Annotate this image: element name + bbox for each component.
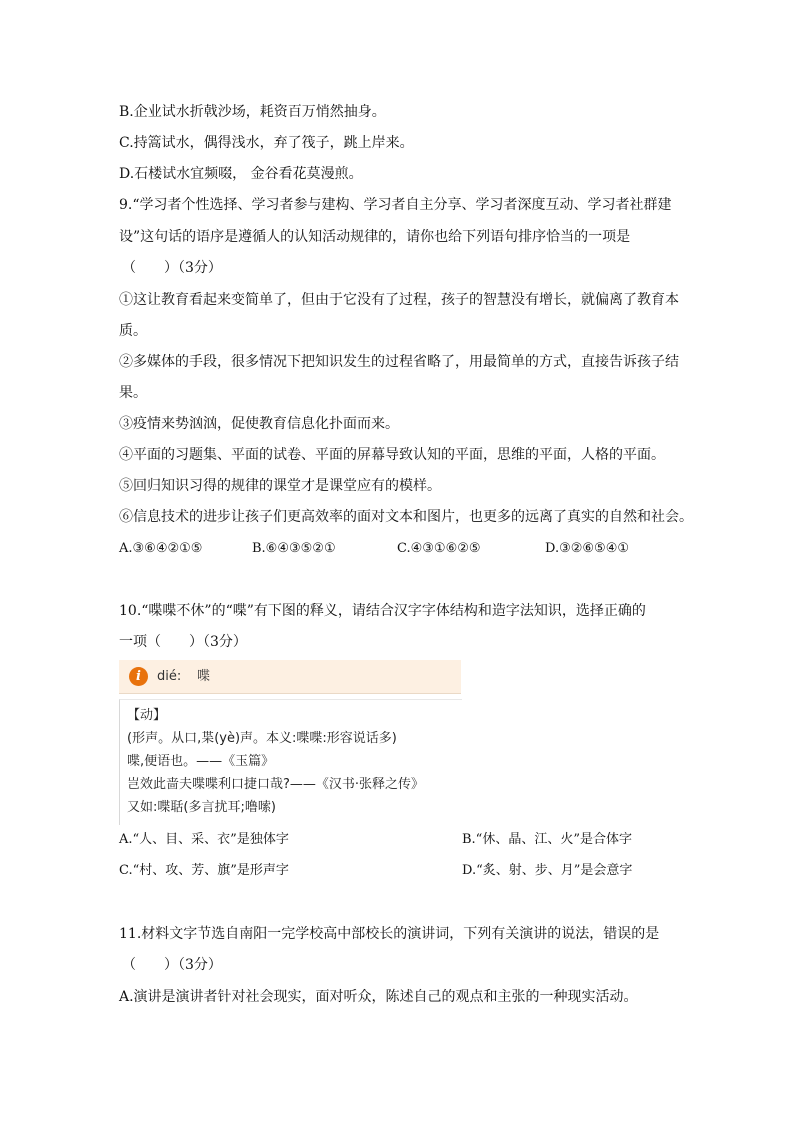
q10-stem-line2: 一项（ ）（3分） bbox=[119, 634, 247, 650]
q8-option-d: D.石楼试水宜频啜， 金谷看花莫漫煎。 bbox=[119, 166, 363, 182]
q10-option-a: A.“人、目、采、衣”是独体字 bbox=[119, 832, 289, 847]
q11-stem-line1: 11.材料文字节选自南阳一完学校高中部校长的演讲词，下列有关演讲的说法，错误的是 bbox=[119, 926, 660, 942]
dictionary-header bbox=[119, 660, 461, 694]
dictionary-line: 喋,便语也。——《玉篇》 bbox=[127, 754, 275, 769]
q9-option-b: B.⑥④③⑤②① bbox=[252, 541, 336, 556]
q9-sentence-6: ⑥信息技术的进步让孩子们更高效率的面对文本和图片，也更多的远离了真实的自然和社会。 bbox=[119, 509, 693, 525]
q9-stem-line1: 9.“学习者个性选择、学习者参与建构、学习者自主分享、学习者深度互动、学习者社群建 bbox=[119, 197, 672, 213]
q9-stem-line3: （ ）（3分） bbox=[122, 260, 222, 276]
q9-sentence-1-line1: ①这让教育看起来变简单了，但由于它没有了过程，孩子的智慧没有增长，就偏离了教育本 bbox=[119, 292, 679, 308]
q11-option-a: A.演讲是演讲者针对社会现实，面对听众，陈述自己的观点和主张的一种现实活动。 bbox=[119, 989, 638, 1005]
q10-stem-line1: 10.“喋喋不休”的“喋”有下图的释义，请结合汉字字体结构和造字法知识，选择正确的 bbox=[119, 603, 646, 619]
dictionary-line: 又如:喋聒(多言扰耳;噜嗦) bbox=[127, 800, 276, 815]
q10-option-d: D.“炙、射、步、月”是会意字 bbox=[462, 863, 633, 878]
q8-option-c: C.持篙试水，偶得浅水，弃了筏子，跳上岸来。 bbox=[119, 135, 414, 151]
q9-sentence-3: ③疫情来势汹汹，促使教育信息化扑面而来。 bbox=[119, 416, 399, 432]
q10-option-b: B.“休、晶、江、火”是合体字 bbox=[462, 832, 632, 847]
q8-option-b: B.企业试水折戟沙场，耗资百万悄然抽身。 bbox=[119, 104, 386, 120]
dictionary-character: 喋 bbox=[197, 669, 211, 684]
dictionary-pinyin: dié: bbox=[157, 669, 182, 684]
dictionary-definition bbox=[119, 699, 462, 825]
q9-stem-line2: 设”这句话的语序是遵循人的认知活动规律的，请你也给下列语句排序恰当的一项是 bbox=[119, 229, 631, 245]
q9-option-c: C.④③①⑥②⑤ bbox=[397, 541, 481, 556]
q9-sentence-2-line2: 果。 bbox=[119, 385, 147, 401]
q9-option-d: D.③②⑥⑤④① bbox=[545, 541, 630, 556]
info-icon: i bbox=[129, 667, 148, 686]
q10-option-c: C.“村、攻、芳、旗”是形声字 bbox=[119, 863, 289, 878]
q11-stem-line2: （ ）（3分） bbox=[122, 957, 222, 973]
q9-sentence-2-line1: ②多媒体的手段，很多情况下把知识发生的过程省略了，用最简单的方式，直接告诉孩子结 bbox=[119, 354, 679, 370]
q9-sentence-4: ④平面的习题集、平面的试卷、平面的屏幕导致认知的平面，思维的平面，人格的平面。 bbox=[119, 447, 665, 463]
q9-sentence-5: ⑤回归知识习得的规律的课堂才是课堂应有的模样。 bbox=[119, 478, 441, 494]
dictionary-line: 岂效此啬夫喋喋利口捷口哉?——《汉书·张释之传》 bbox=[127, 777, 425, 792]
q9-sentence-1-line2: 质。 bbox=[119, 323, 147, 339]
dictionary-part-of-speech: 【动】 bbox=[127, 708, 167, 723]
q9-option-a: A.③⑥④②①⑤ bbox=[119, 541, 203, 556]
dictionary-line: (形声。从口,枼(yè)声。本义:喋喋:形容说话多) bbox=[127, 731, 397, 746]
